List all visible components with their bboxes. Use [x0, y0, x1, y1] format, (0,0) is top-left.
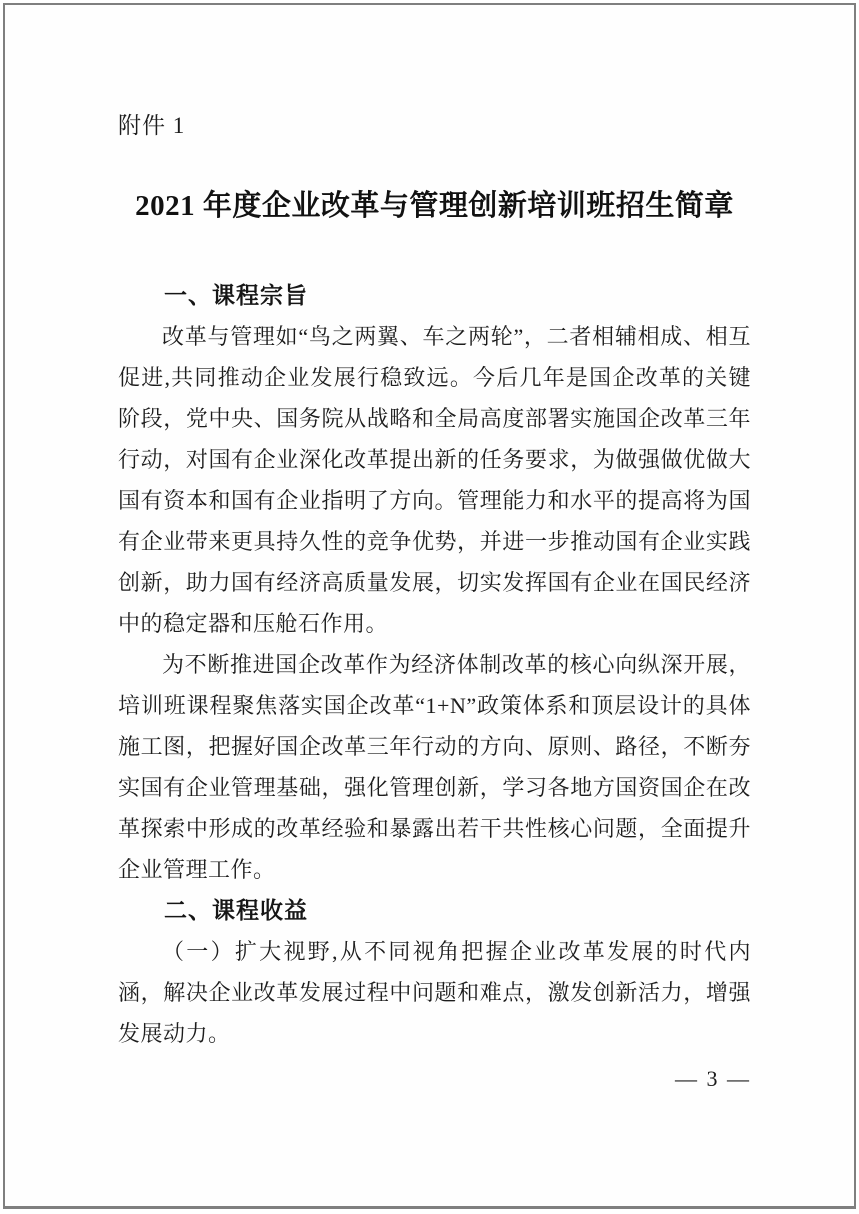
section-heading-course-benefits: 二、课程收益 [164, 897, 308, 923]
document-content [118, 5, 751, 1094]
paragraph-course-purpose-1: 改革与管理如“鸟之两翼、车之两轮”，二者相辅相成、相互促进,共同推动企业发展行稳致远。今后几年是国企改革的关键阶段，党中央、国务院从战略和全局高度部署实施国企改革三年行动，对国有企业深化改革提出新的任务要求，为做强做优做大国有资本和国有企业指明了方向。管理能力和水平的提高将为国有企业带来更具持久性的竞争优势，并进一步推动国有企业实践创新，助力国有经济高质量发展，切实发挥国有企业在国民经济中的稳定器和压舱石作用。 [118, 324, 751, 636]
page-number: — 3 — [675, 1066, 751, 1091]
paragraph-course-benefits-1: （一）扩大视野,从不同视角把握企业改革发展的时代内涵，解决企业改革发展过程中问题和难点，激发创新活力，增强发展动力。 [118, 939, 751, 1046]
scanned-document-page [3, 3, 856, 1209]
paragraph-course-purpose-2: 为不断推进国企改革作为经济体制改革的核心向纵深开展，培训班课程聚焦落实国企改革“1+N”政策体系和顶层设计的具体施工图，把握好国企改革三年行动的方向、原则、路径，不断夯实国有企业管理基础，强化管理创新，学习各地方国资国企在改革探索中形成的改革经验和暴露出若干共性核心问题，全面提升企业管理工作。 [118, 652, 751, 882]
section-heading-course-purpose: 一、课程宗旨 [164, 282, 308, 308]
attachment-label: 附件 1 [118, 113, 186, 138]
document-title: 2021 年度企业改革与管理创新培训班招生简章 [135, 190, 734, 222]
